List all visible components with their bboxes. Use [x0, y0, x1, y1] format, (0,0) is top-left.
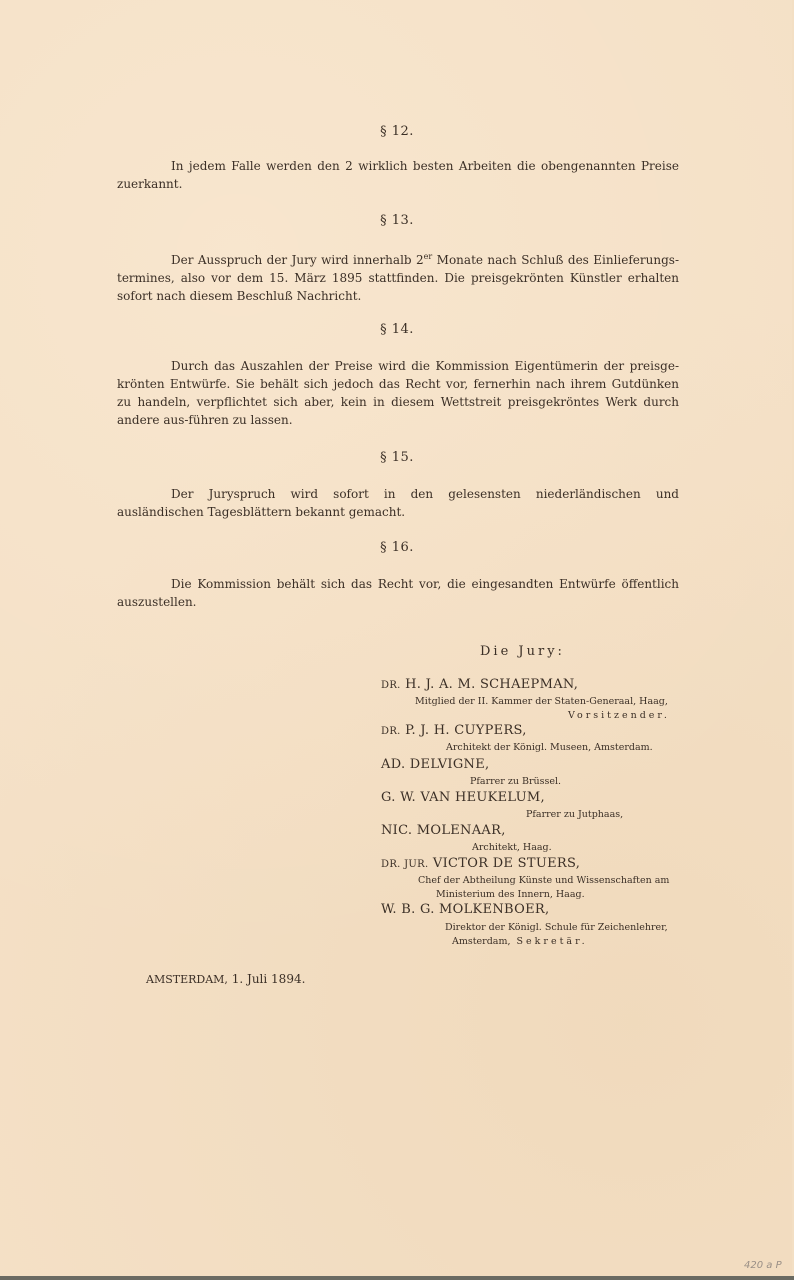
jury-member-role: Pfarrer zu Jutphaas,: [526, 809, 624, 820]
jury-member-role: Direktor der Königl. Schule für Zeichenlehrer,: [445, 922, 668, 933]
jury-member-name: [381, 856, 580, 871]
paragraph-14-text: Durch das Auszahlen der Preise wird die Kommission Eigentümerin der preisge-krönten Entwürfe. Sie behält sich jedoch das Recht vor, fernerhin nach ihrem Gutdünken zu handeln, verpflichtet sich aber, kein in diesem Wettstreit preisgekröntes Werk durch andere aus-führen zu lassen.: [117, 359, 679, 427]
member-name: NIC. MOLENAAR,: [381, 823, 506, 838]
member-prefix: DR.: [381, 726, 401, 737]
jury-member-role: Architekt, Haag.: [472, 842, 552, 853]
pencil-note: 420 a P: [744, 1260, 782, 1271]
section-heading-12: § 12.: [380, 124, 414, 139]
jury-member-name: [381, 902, 549, 917]
member-name: P. J. H. CUYPERS,: [405, 723, 527, 738]
paragraph-16-text: Die Kommission behält sich das Recht vor, die eingesandten Entwürfe öffentlich auszustellen.: [117, 577, 679, 609]
member-role-place: Amsterdam,: [452, 936, 511, 947]
member-name: AD. DELVIGNE,: [381, 757, 490, 772]
scan-edge: [0, 1276, 794, 1280]
jury-member-role: Architekt der Königl. Museen, Amsterdam.: [446, 742, 653, 753]
paragraph-12: [117, 157, 679, 193]
member-name: G. W. VAN HEUKELUM,: [381, 790, 545, 805]
paragraph-15-text: Der Juryspruch wird sofort in den gelesensten niederländischen und ausländischen Tagesblättern bekannt gemacht.: [117, 487, 679, 519]
paragraph-15: [117, 485, 679, 521]
member-name: VICTOR DE STUERS,: [432, 856, 581, 871]
section-heading-15: § 15.: [380, 450, 414, 465]
jury-title: Die Jury:: [480, 644, 565, 659]
jury-member-role-line2: Ministerium des Innern, Haag.: [436, 889, 585, 900]
jury-member-role-line2: [452, 936, 588, 947]
jury-member-role: Chef der Abtheilung Künste und Wissenschaften am: [418, 875, 670, 886]
paragraph-13-superscript: er: [423, 252, 433, 261]
member-prefix: DR. JUR.: [381, 859, 429, 870]
member-name: W. B. G. MOLKENBOER,: [381, 902, 550, 917]
date-line: [146, 972, 305, 986]
member-name: H. J. A. M. SCHAEPMAN,: [405, 677, 579, 692]
section-heading-14: § 14.: [380, 322, 414, 337]
member-prefix: DR.: [381, 680, 401, 691]
paragraph-13: [117, 248, 679, 305]
date-value: 1. Juli 1894.: [231, 972, 306, 986]
jury-member-name: [381, 757, 489, 772]
jury-member-role: Mitglied der II. Kammer der Staten-Generaal, Haag,: [415, 696, 668, 707]
section-heading-16: § 16.: [380, 540, 414, 555]
jury-member-name: [381, 677, 578, 692]
jury-member-name: [381, 723, 527, 738]
jury-member-role: Pfarrer zu Brüssel.: [470, 776, 562, 787]
date-place: AMSTERDAM,: [146, 973, 228, 986]
member-role-title: Sekretär.: [516, 936, 588, 947]
section-heading-13: § 13.: [380, 213, 414, 228]
jury-member-name: [381, 790, 545, 805]
paragraph-14: [117, 357, 679, 429]
paragraph-12-text: In jedem Falle werden den 2 wirklich besten Arbeiten die obengenannten Preise zuerkannt.: [117, 159, 679, 191]
jury-member-role-line2: Vorsitzender.: [568, 710, 670, 721]
paragraph-13-text-a: Der Ausspruch der Jury wird innerhalb 2: [171, 253, 424, 267]
paragraph-16: [117, 575, 679, 611]
jury-member-name: [381, 823, 506, 838]
paragraph-13-text-b: Monate nach Schluß des Einlieferungs-termines, also vor dem 15. März 1895 stattfinden. Die preisgekrönten Künstler erhalten sofort nach diesem Beschluß Nachricht.: [117, 253, 679, 303]
